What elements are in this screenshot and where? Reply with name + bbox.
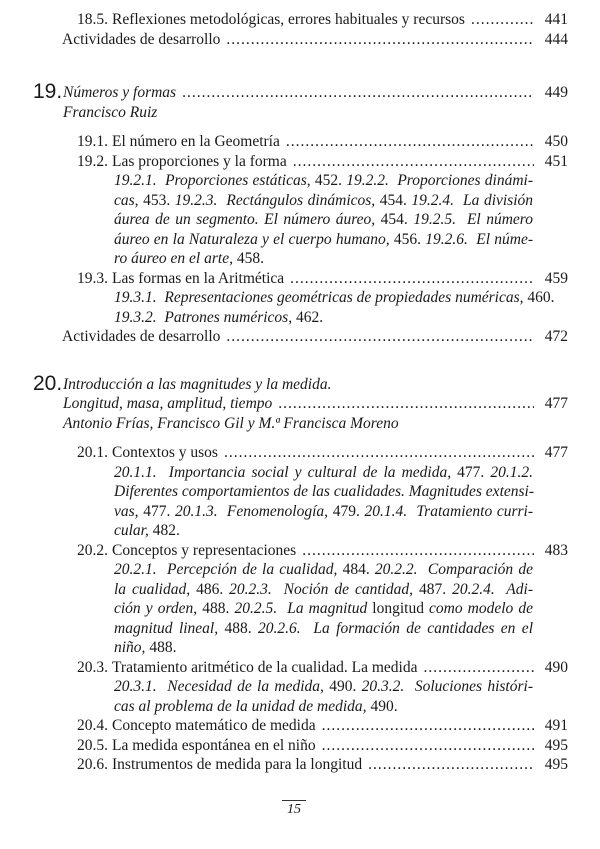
chapter-title: Números y formas bbox=[63, 84, 177, 101]
toc-entry-19-2 bbox=[77, 152, 568, 172]
section-number: 20.3. bbox=[77, 658, 108, 676]
subsection-title: 19.2.5. El número bbox=[413, 211, 534, 228]
subsection-title: Diferentes comportamientos de las cualidades. Magnitudes extensi- bbox=[114, 483, 534, 500]
page-reference: 488. bbox=[145, 639, 177, 656]
section-number: 19.3. bbox=[77, 269, 108, 287]
subsection-detail-line bbox=[114, 191, 533, 211]
page-reference: 460. bbox=[523, 289, 555, 306]
page-reference: 487. bbox=[413, 580, 453, 598]
page-reference: longitud bbox=[367, 600, 430, 617]
section-title: Tratamiento aritmético de la cualidad. La medida bbox=[112, 658, 418, 676]
chapter-title: Longitud, masa, amplitud, tiempo bbox=[63, 395, 273, 412]
dot-leader bbox=[278, 394, 534, 414]
section-number: 19.1. bbox=[77, 133, 108, 150]
page-reference: 486. bbox=[190, 580, 230, 598]
section-number: 20.4. bbox=[77, 717, 108, 734]
page-reference: 479. bbox=[328, 502, 365, 520]
subsection-details bbox=[114, 463, 533, 541]
page-number: 477 bbox=[544, 395, 568, 412]
toc-entry-19-1 bbox=[77, 132, 568, 152]
page-number: 483 bbox=[544, 541, 568, 559]
page-number: 441 bbox=[544, 11, 568, 28]
subsection-title: la cualidad, bbox=[114, 580, 191, 598]
page-number: 451 bbox=[544, 152, 568, 170]
subsection-details bbox=[114, 171, 533, 269]
subsection-title: niño, bbox=[114, 639, 146, 656]
chapter-title-line-1 bbox=[63, 375, 568, 395]
chapter-number: 19. bbox=[33, 80, 63, 103]
subsection-detail-line bbox=[114, 560, 533, 580]
page-reference: 462. bbox=[292, 308, 324, 326]
subsection-title: 20.2.1. Percepción de la cualidad, bbox=[114, 561, 338, 578]
subsection-detail-line bbox=[114, 502, 533, 522]
subsection-detail-line bbox=[114, 677, 533, 697]
toc-entry-20-6 bbox=[77, 755, 568, 775]
subsection-detail-line bbox=[114, 463, 533, 483]
chapter-title-row bbox=[63, 83, 568, 103]
dot-leader bbox=[471, 10, 534, 30]
subsection-title: 20.1.3. Fenomenología, bbox=[174, 502, 329, 520]
subsection-detail-line bbox=[114, 171, 533, 191]
chapter-title-row bbox=[63, 394, 568, 414]
dot-leader bbox=[224, 443, 534, 463]
section-number: 19.2. bbox=[77, 152, 108, 170]
page-reference: 458. bbox=[232, 250, 264, 267]
subsection-title: 20.1.4. Tratamiento curri- bbox=[364, 502, 534, 520]
subsection-title: magnitud lineal, bbox=[114, 619, 219, 637]
section-title: Instrumentos de medida para la longitud bbox=[112, 756, 363, 773]
subsection-title: áureo en la Naturaleza y el cuerpo humano, bbox=[114, 230, 390, 248]
page-reference: 454. bbox=[375, 211, 414, 228]
toc-entry-20-2 bbox=[77, 541, 568, 561]
dot-leader bbox=[322, 716, 534, 736]
subsection-title: ro áureo en el arte, bbox=[114, 250, 233, 267]
chapter-title: Introducción a las magnitudes y la medida. bbox=[63, 375, 332, 393]
dot-leader bbox=[293, 152, 534, 172]
subsection-title: cas, bbox=[114, 191, 139, 209]
subsection-title: 19.2.6. El núme- bbox=[425, 230, 534, 248]
subsection-detail-line bbox=[114, 697, 533, 717]
dot-leader bbox=[226, 30, 534, 50]
subsection-title: 19.3.2. Patrones numéricos, bbox=[114, 308, 293, 326]
page-number-footer: 15 bbox=[282, 800, 306, 818]
subsection-details bbox=[114, 288, 555, 327]
chapter-number: 20. bbox=[33, 371, 63, 395]
section-title: Reflexiones metodológicas, errores habituales y recursos bbox=[112, 11, 465, 28]
toc-entry-20-3 bbox=[77, 658, 568, 678]
subsection-title: como modelo de bbox=[429, 600, 533, 617]
dot-leader bbox=[423, 658, 534, 678]
page-reference: 490. bbox=[366, 697, 398, 715]
subsection-title: cas al problema de la unidad de medida, bbox=[114, 697, 367, 715]
section-title: Conceptos y representaciones bbox=[112, 541, 297, 559]
page-number: 450 bbox=[544, 133, 568, 150]
chapter-author: Antonio Frías, Francisco Gil y M.ª Francisca Moreno bbox=[63, 414, 399, 432]
subsection-details bbox=[114, 560, 533, 658]
toc-entry-20-4 bbox=[77, 716, 568, 736]
chapter-19 bbox=[0, 80, 600, 103]
subsection-detail-line bbox=[114, 599, 533, 619]
toc-entry-18-5 bbox=[77, 10, 568, 30]
section-number: 20.1. bbox=[77, 444, 108, 461]
subsection-title: 20.3.2. Soluciones históri- bbox=[361, 678, 533, 695]
subsection-detail-line bbox=[114, 210, 533, 230]
page-number: 459 bbox=[544, 269, 568, 287]
dot-leader bbox=[368, 755, 534, 775]
section-title: Contextos y usos bbox=[112, 444, 218, 461]
subsection-title: 20.2.4. Adi- bbox=[452, 580, 533, 598]
section-number: 20.6. bbox=[77, 756, 108, 773]
section-number: 18.5. bbox=[77, 11, 108, 28]
subsection-details bbox=[114, 677, 533, 716]
subsection-title: 20.3.1. Necesidad de la medida, bbox=[114, 678, 324, 695]
subsection-title: 19.3.1. Representaciones geométricas de propiedades numéricas, bbox=[114, 289, 524, 306]
subsection-detail-line bbox=[114, 230, 533, 250]
section-number: 20.5. bbox=[77, 736, 108, 754]
page-reference: 477. bbox=[138, 502, 175, 520]
subsection-title: 19.2.3. Rectángulos dinámicos, bbox=[174, 191, 376, 209]
section-title: El número en la Geometría bbox=[112, 133, 280, 150]
subsection-detail-line bbox=[114, 619, 533, 639]
toc-entry-19-3 bbox=[77, 269, 568, 289]
subsection-title: vas, bbox=[114, 502, 139, 520]
page-reference: 477. bbox=[451, 463, 491, 481]
page-reference: 452. bbox=[310, 172, 347, 189]
chapter-20 bbox=[0, 371, 600, 414]
page-reference: 482. bbox=[148, 522, 180, 539]
page-reference: 490. bbox=[323, 678, 362, 695]
page-number: 477 bbox=[544, 444, 568, 461]
subsection-detail-line bbox=[114, 249, 533, 269]
toc-entry-activities-19 bbox=[62, 327, 568, 347]
subsection-detail-line bbox=[114, 638, 533, 658]
dot-leader bbox=[182, 83, 534, 103]
subsection-title: 19.2.2. Proporciones dinámi- bbox=[346, 172, 533, 189]
dot-leader bbox=[286, 132, 534, 152]
subsection-title: 20.2.2. Comparación de bbox=[374, 561, 533, 578]
page-number: 495 bbox=[544, 736, 568, 754]
page-reference: 453. bbox=[138, 191, 175, 209]
subsection-title: 20.1.1. Importancia social y cultural de la medida, bbox=[114, 463, 452, 481]
subsection-detail-line bbox=[114, 521, 533, 541]
page-number: 444 bbox=[544, 30, 568, 48]
page-reference: 454. bbox=[375, 191, 412, 209]
section-number: 20.2. bbox=[77, 541, 108, 559]
subsection-detail-line bbox=[114, 308, 533, 328]
subsection-detail-line bbox=[114, 288, 555, 308]
page-number: 495 bbox=[544, 756, 568, 773]
chapter-author: Francisco Ruiz bbox=[63, 103, 158, 121]
subsection-detail-line bbox=[114, 482, 533, 502]
subsection-title: 20.2.5. La magnitud bbox=[234, 600, 368, 617]
page-number: 490 bbox=[544, 658, 568, 676]
dot-leader bbox=[322, 736, 534, 756]
subsection-title: áurea de un segmento. El número áureo, bbox=[114, 211, 376, 228]
subsection-title: cular, bbox=[114, 522, 149, 539]
page-number: 472 bbox=[544, 328, 568, 345]
subsection-title: 20.2.3. Noción de cantidad, bbox=[229, 580, 414, 598]
section-title: Las formas en la Aritmética bbox=[112, 269, 285, 287]
dot-leader bbox=[290, 269, 534, 289]
toc-entry-20-5 bbox=[77, 736, 568, 756]
dot-leader bbox=[226, 327, 534, 347]
subsection-title: 19.2.4. La división bbox=[411, 191, 534, 209]
section-title: Actividades de desarrollo bbox=[62, 328, 221, 345]
table-of-contents bbox=[0, 10, 600, 775]
page-reference: 488. bbox=[218, 619, 259, 637]
page-number: 491 bbox=[544, 717, 568, 734]
toc-entry-activities-18 bbox=[62, 30, 568, 50]
page-reference: 484. bbox=[337, 561, 375, 578]
subsection-title: 19.2.1. Proporciones estáticas, bbox=[114, 172, 311, 189]
subsection-detail-line bbox=[114, 580, 533, 600]
page-number: 449 bbox=[544, 84, 568, 101]
dot-leader bbox=[302, 541, 534, 561]
page-reference: 488. bbox=[197, 600, 235, 617]
page-reference: 456. bbox=[389, 230, 426, 248]
subsection-title: ción y orden, bbox=[114, 600, 198, 617]
section-title: Las proporciones y la forma bbox=[112, 152, 287, 170]
toc-entry-20-1 bbox=[77, 443, 568, 463]
subsection-title: 20.1.2. bbox=[490, 463, 534, 481]
section-title: La medida espontánea en el niño bbox=[112, 736, 316, 754]
section-title: Concepto matemático de medida bbox=[112, 717, 316, 734]
section-title: Actividades de desarrollo bbox=[62, 30, 221, 48]
subsection-title: 20.2.6. La formación de cantidades en el bbox=[258, 619, 533, 637]
